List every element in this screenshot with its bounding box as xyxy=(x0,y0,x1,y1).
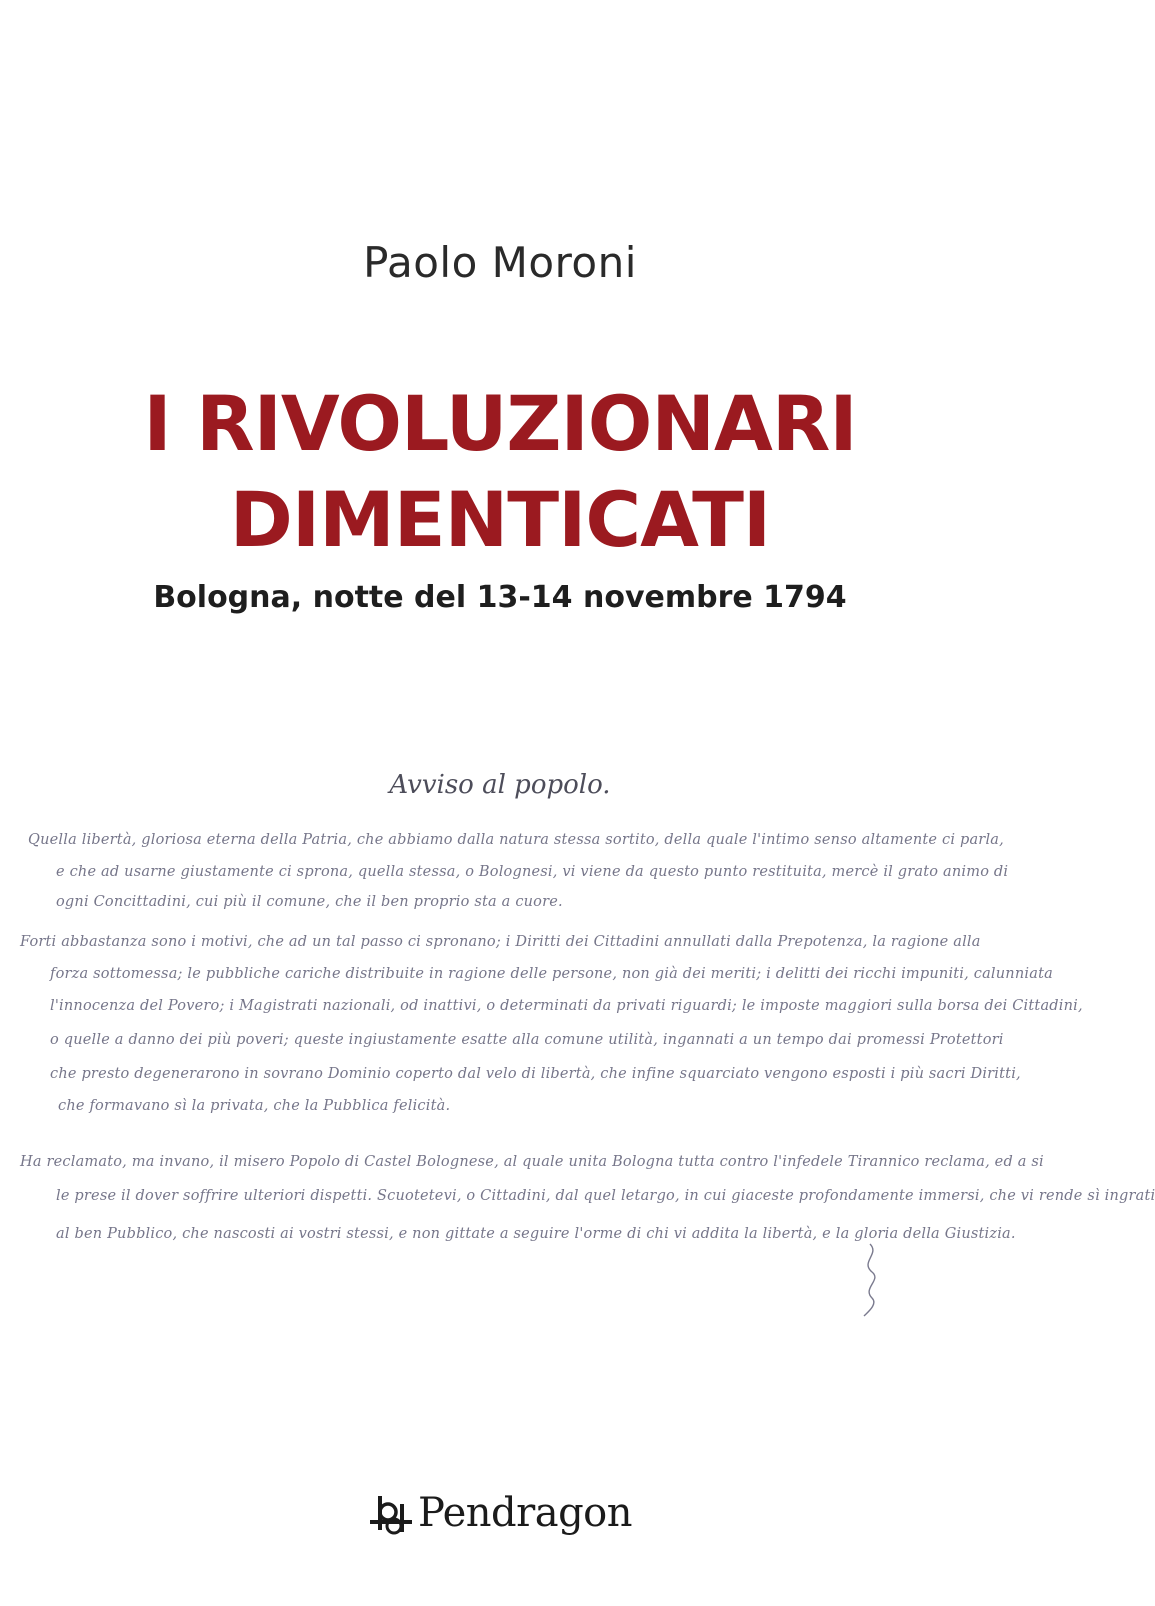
publisher-name: Pendragon xyxy=(417,1490,633,1536)
publisher xyxy=(0,1490,1000,1536)
manuscript-line: che formavano sì la privata, che la Pubblica felicità. xyxy=(58,1098,451,1114)
manuscript-line: o quelle a danno dei più poveri; queste ingiustamente esatte alla comune utilità, ingannati a un tempo dai promessi Protettori xyxy=(50,1032,1004,1048)
manuscript-line: e che ad usarne giustamente ci sprona, quella stessa, o Bolognesi, vi viene da questo punto restituita, mercè il grato animo di xyxy=(56,864,1009,880)
manuscript-line: forza sottomessa; le pubbliche cariche distribuite in ragione delle persone, non già dei meriti; i delitti dei ricchi impuniti, calunniata xyxy=(50,966,1053,982)
pendragon-logo-icon xyxy=(368,1490,414,1536)
manuscript-line: ogni Concittadini, cui più il comune, che il ben proprio sta a cuore. xyxy=(56,894,563,910)
manuscript-heading: Avviso al popolo. xyxy=(389,770,611,800)
manuscript-line: le prese il dover soffrire ulteriori dispetti. Scuotetevi, o Cittadini, dal quel letargo, in cui giaceste profondamente immersi, che vi rende sì ingrati xyxy=(56,1188,1155,1204)
manuscript-flourish-icon xyxy=(850,1240,890,1320)
manuscript-image xyxy=(20,770,1155,1360)
book-subtitle: Bologna, notte del 13-14 novembre 1794 xyxy=(153,580,847,615)
manuscript-line: Forti abbastanza sono i motivi, che ad un tal passo ci spronano; i Diritti dei Cittadini annullati dalla Prepotenza, la ragione alla xyxy=(20,934,981,950)
author-name: Paolo Moroni xyxy=(363,238,637,287)
book-title-line-1: I RIVOLUZIONARI xyxy=(143,379,857,468)
manuscript-line: al ben Pubblico, che nascosti ai vostri stessi, e non gittate a seguire l'orme di chi vi addita la libertà, e la gloria della Giustizia. xyxy=(56,1226,1016,1242)
book-title-line-2: DIMENTICATI xyxy=(229,475,771,564)
manuscript-line: che presto degenerarono in sovrano Dominio coperto dal velo di libertà, che infine squarciato vengono esposti i più sacri Diritti, xyxy=(50,1066,1021,1082)
manuscript-line: Quella libertà, gloriosa eterna della Patria, che abbiamo dalla natura stessa sortito, della quale l'intimo senso altamente ci parla, xyxy=(28,832,1004,848)
manuscript-line: l'innocenza del Povero; i Magistrati nazionali, od inattivi, o determinati da privati riguardi; le imposte maggiori sulla borsa dei Cittadini, xyxy=(50,998,1083,1014)
manuscript-line: Ha reclamato, ma invano, il misero Popolo di Castel Bolognese, al quale unita Bologna tutta contro l'infedele Tirannico reclama, ed a si xyxy=(20,1154,1044,1170)
